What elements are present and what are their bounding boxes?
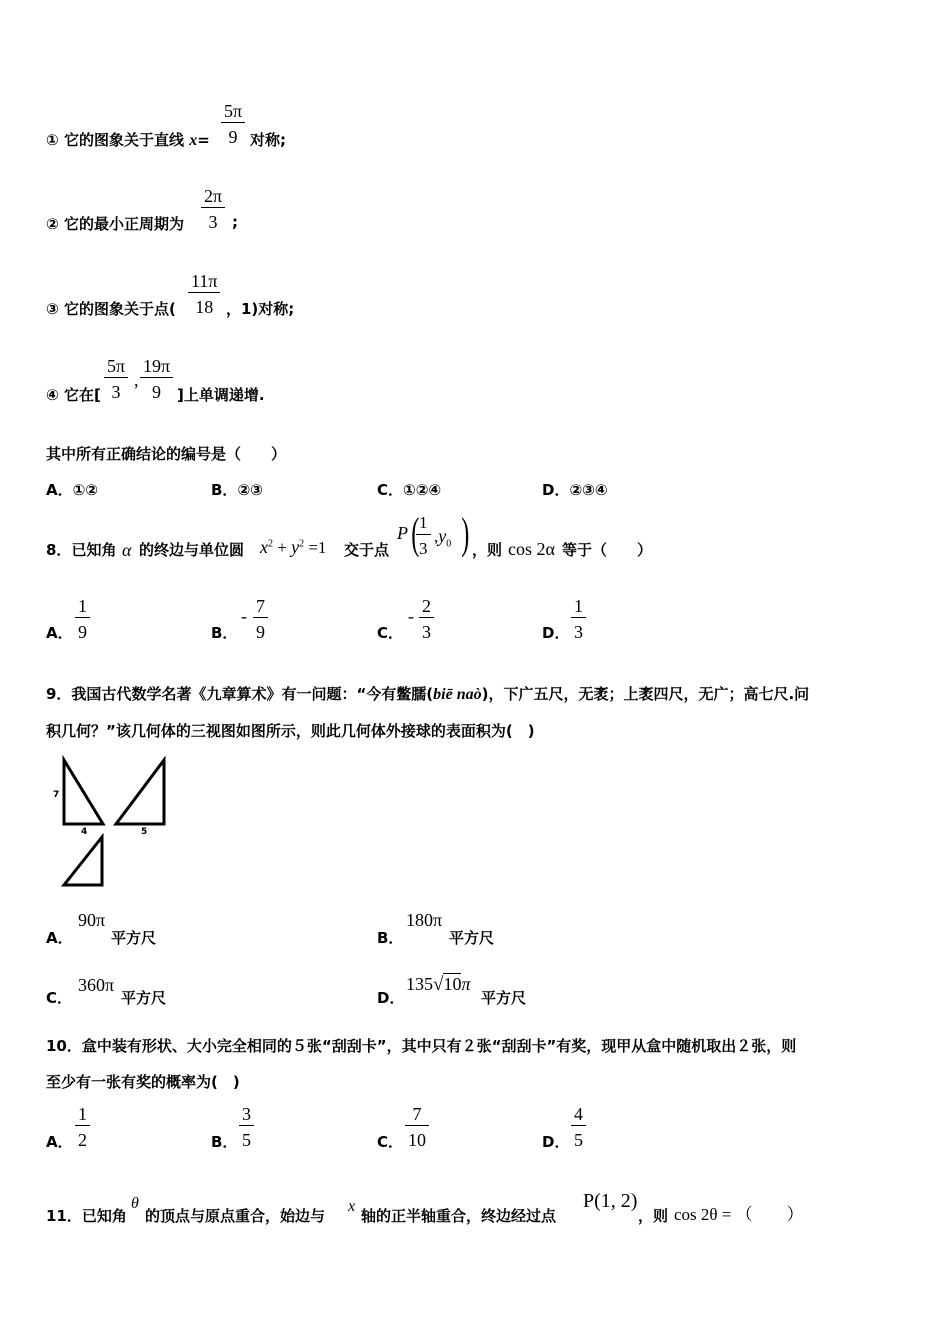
fraction-bar <box>104 377 128 378</box>
option-b-label: B． <box>377 929 404 947</box>
option-a-fraction: 1 9 <box>75 595 90 643</box>
option-b-value: 180π <box>406 910 443 930</box>
minus-sign: - <box>408 606 414 626</box>
option-a-fraction: 1 2 <box>75 1103 90 1151</box>
interval-comma: , <box>134 370 139 390</box>
option-d-label: D． <box>542 624 570 642</box>
statement-1-tail: 对称; <box>250 131 286 149</box>
denominator: 9 <box>228 127 238 147</box>
cos-expression: cos 2θ = （ ） <box>674 1205 804 1224</box>
statement-3-tail: ，1)对称; <box>226 300 295 318</box>
option-b: B．②③ <box>211 481 263 499</box>
height-label: 7 <box>53 790 60 800</box>
paren-left: ( <box>411 509 420 558</box>
option-c-label: C． <box>377 624 404 642</box>
math-var: x <box>189 132 198 149</box>
circle-number: ① <box>46 131 59 149</box>
side-view-triangle <box>116 760 164 824</box>
front-view-triangle <box>64 760 103 824</box>
option-c-label: C． <box>377 1133 404 1151</box>
denominator: 3 <box>208 212 218 232</box>
top-view-triangle <box>64 837 102 885</box>
three-view-figure <box>48 755 173 890</box>
statement-text: 它的图象关于点( <box>63 300 176 318</box>
math-alpha: α <box>122 540 132 560</box>
circle-equation: $x^2 + y^2 =1$ <box>260 537 327 557</box>
question-10-line2: 至少有一张有奖的概率为( ) <box>46 1073 240 1091</box>
statement-4-tail: ]上单调递增. <box>177 386 265 404</box>
option-b-label: B． <box>211 1133 238 1151</box>
statement-3 <box>46 298 176 319</box>
option-d-label: D． <box>377 989 405 1007</box>
option-d-value: 135√10π <box>406 974 471 995</box>
question-8 <box>46 539 116 560</box>
option-c-value: 360π <box>78 975 115 995</box>
question-text: 交于点 <box>344 541 390 559</box>
point-p: P(1, 2) <box>583 1190 638 1212</box>
question-text: 的终边与单位圆 <box>139 541 245 559</box>
denominator: 9 <box>152 382 162 402</box>
option-c-fraction: 7 10 <box>405 1103 429 1151</box>
fraction-bar <box>221 122 245 123</box>
math-eq: = <box>197 131 210 149</box>
question-10-line1: 10．盒中装有形状、大小完全相同的５张“刮刮卡”，其中只有２张“刮刮卡”有奖，现甲从盒中随机取出２张，则 <box>46 1037 797 1055</box>
denominator: 3 <box>111 382 121 402</box>
option-b-label: B． <box>211 624 238 642</box>
option-a-label: A． <box>46 929 73 947</box>
fraction-bar <box>201 207 225 208</box>
fraction <box>104 355 128 403</box>
numerator: 5π <box>224 101 243 121</box>
paren-right: ) <box>461 509 470 558</box>
option-a-label: A． <box>46 624 73 642</box>
fraction: 1 3 <box>416 512 431 560</box>
option-c-label: C． <box>46 989 73 1007</box>
fraction <box>188 270 220 318</box>
question-text: ，则 <box>638 1207 669 1225</box>
option-d-unit: 平方尺 <box>481 989 527 1007</box>
option-c-fraction: 2 3 <box>419 595 434 643</box>
option-a-unit: 平方尺 <box>111 929 157 947</box>
math-x: x <box>348 1198 356 1215</box>
point-y: $,y_0$ <box>434 526 452 550</box>
statement-2 <box>46 213 184 234</box>
numerator: 11π <box>191 271 218 291</box>
option-b-unit: 平方尺 <box>449 929 495 947</box>
math-theta: θ <box>131 1195 139 1212</box>
statement-text: 它的最小正周期为 <box>63 215 184 233</box>
statement-text: 它的图象关于直线 <box>63 131 184 149</box>
option-d: D．②③④ <box>542 481 608 499</box>
question-number: 8． <box>46 541 72 559</box>
width-label-side: 5 <box>141 827 148 837</box>
fraction <box>221 100 245 148</box>
question-9-line1: 9．我国古代数学名著《九章算术》有一问题：“今有鳖臑(biē naò)，下广五尺，无袤；上袤四尺，无广；高七尺.问 <box>46 685 810 703</box>
fraction <box>201 185 225 233</box>
question-text: 已知角 <box>71 541 117 559</box>
fraction-bar <box>140 377 173 378</box>
question-text: ，则 <box>472 541 503 559</box>
statement-1 <box>46 129 210 150</box>
circle-number: ④ <box>46 386 59 404</box>
statement-4 <box>46 384 101 405</box>
option-b-fraction: 7 9 <box>253 595 268 643</box>
circle-number: ② <box>46 215 59 233</box>
option-a-label: A． <box>46 1133 73 1151</box>
fraction <box>140 355 173 403</box>
statement-2-tail: ; <box>232 213 238 231</box>
question-text: 等于（ ） <box>562 541 653 559</box>
option-a-value: 90π <box>78 910 106 930</box>
option-a: A．①② <box>46 481 99 499</box>
question-9-line2: 积几何？”该几何体的三视图如图所示，则此几何体外接球的表面积为( ) <box>46 722 535 740</box>
option-d-fraction: 1 3 <box>571 595 586 643</box>
numerator: 5π <box>107 356 126 376</box>
fraction-bar <box>188 292 220 293</box>
question-text: 轴的正半轴重合，终边经过点 <box>361 1207 557 1225</box>
option-c: C．①②④ <box>377 481 442 499</box>
denominator: 18 <box>195 297 214 317</box>
question-11: 11．已知角 <box>46 1207 127 1225</box>
circle-number: ③ <box>46 300 59 318</box>
numerator: 19π <box>143 356 171 376</box>
question-text: 的顶点与原点重合，始边与 <box>145 1207 326 1225</box>
question-stem: 其中所有正确结论的编号是（ ） <box>46 445 287 463</box>
minus-sign: - <box>241 606 247 626</box>
width-label-front: 4 <box>81 827 88 837</box>
statement-text: 它在[ <box>63 386 101 404</box>
option-b-fraction: 3 5 <box>239 1103 254 1151</box>
cos-expression: cos 2α <box>508 539 555 559</box>
option-d-label: D． <box>542 1133 570 1151</box>
point-p: P <box>397 523 408 543</box>
numerator: 2π <box>204 186 223 206</box>
option-d-fraction: 4 5 <box>571 1103 586 1151</box>
option-c-unit: 平方尺 <box>121 989 167 1007</box>
